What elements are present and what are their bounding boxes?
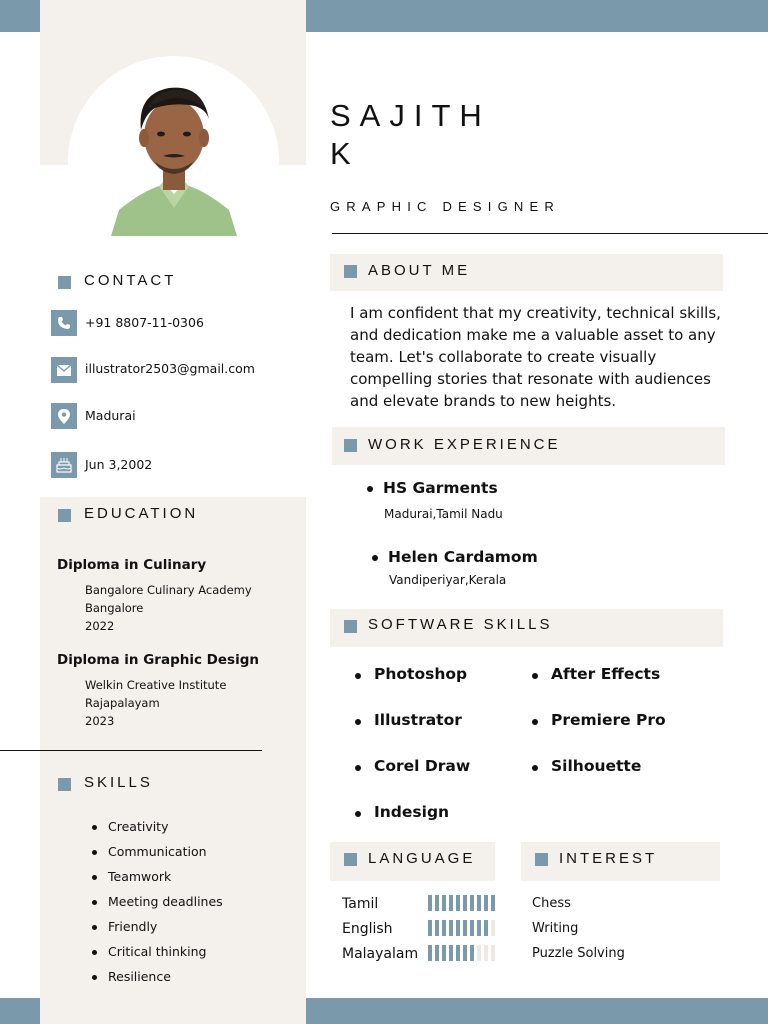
level-segment	[491, 895, 495, 911]
skills-marker	[58, 778, 71, 791]
level-segment	[463, 895, 467, 911]
level-segment	[435, 920, 439, 936]
language-name: English	[342, 921, 393, 937]
level-segment	[428, 945, 432, 961]
interest-item: Puzzle Solving	[532, 946, 625, 961]
level-segment	[470, 895, 474, 911]
level-segment	[442, 945, 446, 961]
software-list-right	[532, 665, 666, 803]
phone-icon	[51, 310, 77, 336]
list-item: Teamwork	[92, 869, 223, 894]
work-marker	[344, 439, 357, 452]
education-city: Rajapalayam	[85, 696, 160, 710]
contact-location: Madurai	[85, 408, 136, 423]
about-text: I am confident that my creativity, technical skills, and dedication make me a valuable asset to any team. Let's collaborate to create visually compelling stories that resonate with audiences and elevate brands to new heights.	[350, 304, 721, 410]
level-segment	[435, 895, 439, 911]
job-title: GRAPHIC DESIGNER	[330, 199, 560, 214]
work-company: HS Garments	[383, 479, 498, 497]
level-segment	[428, 920, 432, 936]
education-year: 2022	[85, 619, 115, 633]
list-item: Friendly	[92, 919, 223, 944]
contact-birthday: Jun 3,2002	[85, 457, 153, 472]
language-heading: LANGUAGE	[368, 850, 476, 867]
contact-heading: CONTACT	[84, 272, 177, 289]
level-segment	[470, 920, 474, 936]
bottom-band-right	[306, 998, 768, 1024]
level-segment	[428, 895, 432, 911]
list-item: Photoshop	[355, 665, 470, 711]
mail-icon	[51, 357, 77, 383]
list-item: Communication	[92, 844, 223, 869]
level-segment	[484, 895, 488, 911]
education-year: 2023	[85, 714, 115, 728]
software-marker	[344, 620, 357, 633]
map-pin-icon	[51, 403, 77, 429]
list-item: Illustrator	[355, 711, 470, 757]
level-segment	[477, 945, 481, 961]
level-segment	[456, 945, 460, 961]
interest-item: Writing	[532, 921, 579, 936]
level-segment	[435, 945, 439, 961]
level-segment	[442, 920, 446, 936]
level-segment	[442, 895, 446, 911]
bottom-band-left	[0, 998, 40, 1024]
list-item: Critical thinking	[92, 944, 223, 969]
education-school: Welkin Creative Institute	[85, 678, 227, 692]
education-city: Bangalore	[85, 601, 144, 615]
language-level-bar	[428, 895, 495, 911]
language-name: Malayalam	[342, 946, 419, 962]
list-item: Indesign	[355, 803, 470, 849]
level-segment	[491, 945, 495, 961]
sidebar-divider	[0, 750, 262, 751]
skills-heading: SKILLS	[84, 774, 153, 791]
work-location: Madurai,Tamil Nadu	[384, 507, 503, 521]
level-segment	[477, 895, 481, 911]
level-segment	[449, 895, 453, 911]
education-marker	[58, 509, 71, 522]
language-level-bar	[428, 920, 495, 936]
language-level-bar	[428, 945, 495, 961]
about-heading: ABOUT ME	[368, 262, 471, 279]
about-marker	[344, 265, 357, 278]
list-item: After Effects	[532, 665, 666, 711]
level-segment	[477, 920, 481, 936]
work-bullet	[372, 555, 378, 561]
work-bullet	[367, 486, 373, 492]
list-item: Premiere Pro	[532, 711, 666, 757]
skills-list	[92, 819, 223, 994]
cake-icon	[51, 452, 77, 478]
header-divider	[332, 233, 768, 234]
top-band-right	[306, 0, 768, 32]
list-item: Creativity	[92, 819, 223, 844]
language-marker	[344, 853, 357, 866]
contact-phone: +91 8807-11-0306	[85, 315, 204, 330]
level-segment	[484, 945, 488, 961]
contact-marker	[58, 276, 71, 289]
education-degree: Diploma in Graphic Design	[57, 652, 259, 668]
level-segment	[456, 920, 460, 936]
work-company: Helen Cardamom	[388, 548, 538, 566]
profile-photo-frame	[68, 56, 279, 236]
first-name: SAJITH	[330, 98, 491, 133]
language-name: Tamil	[342, 896, 379, 912]
list-item: Resilience	[92, 969, 223, 994]
level-segment	[463, 945, 467, 961]
education-degree: Diploma in Culinary	[57, 557, 207, 573]
software-list-left	[355, 665, 470, 849]
interest-marker	[535, 853, 548, 866]
level-segment	[449, 920, 453, 936]
software-heading: SOFTWARE SKILLS	[368, 616, 553, 633]
level-segment	[456, 895, 460, 911]
level-segment	[491, 920, 495, 936]
last-name: K	[330, 136, 351, 171]
level-segment	[449, 945, 453, 961]
level-segment	[463, 920, 467, 936]
list-item: Meeting deadlines	[92, 894, 223, 919]
contact-email: illustrator2503@gmail.com	[85, 361, 255, 376]
top-band-left	[0, 0, 40, 32]
work-heading: WORK EXPERIENCE	[368, 436, 561, 453]
profile-photo	[111, 80, 237, 236]
list-item: Corel Draw	[355, 757, 470, 803]
level-segment	[470, 945, 474, 961]
education-heading: EDUCATION	[84, 505, 199, 522]
interest-item: Chess	[532, 896, 571, 911]
work-location: Vandiperiyar,Kerala	[389, 573, 507, 587]
interest-heading: INTEREST	[559, 850, 658, 867]
education-school: Bangalore Culinary Academy	[85, 583, 252, 597]
level-segment	[484, 920, 488, 936]
list-item: Silhouette	[532, 757, 666, 803]
